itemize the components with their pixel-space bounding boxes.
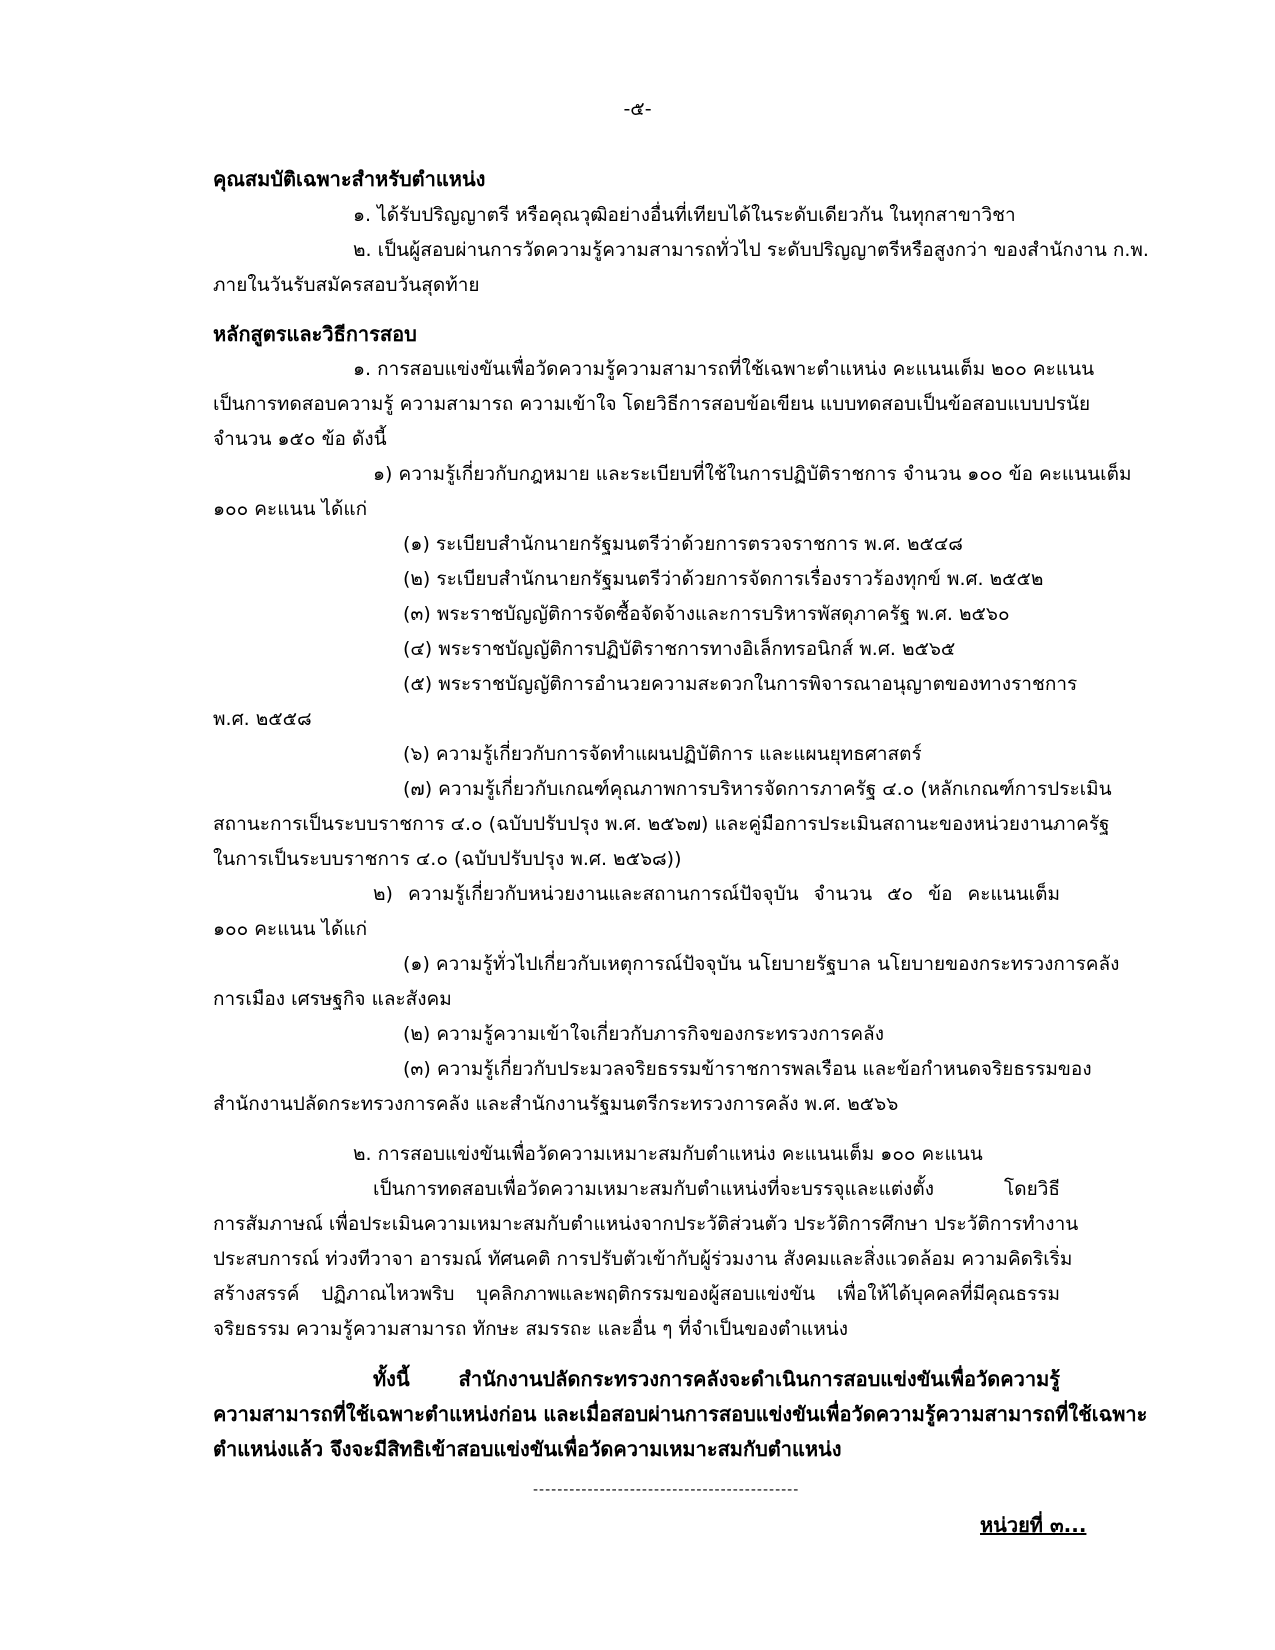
qualification-item-2-cont: ภายในวันรับสมัครสอบวันสุดท้าย <box>213 274 480 296</box>
note-line-1: ทั้งนี้ สำนักงานปลัดกระทรวงการคลังจะดำเนินการสอบแข่งขันเพื่อวัดความรู้ <box>373 1367 1060 1391</box>
exam-part-2-heading: ๒. การสอบแข่งขันเพื่อวัดความเหมาะสมกับตำแหน่ง คะแนนเต็ม ๑๐๐ คะแนน <box>353 1143 983 1165</box>
subject-1-line-1: ๑) ความรู้เกี่ยวกับกฎหมาย และระเบียบที่ใช้ในการปฏิบัติราชการ จำนวน ๑๐๐ ข้อ คะแนนเต็ม <box>373 463 1132 485</box>
separator-line: -------------------------------------------- <box>533 1482 800 1498</box>
subject-1-item: (๖) ความรู้เกี่ยวกับการจัดทำแผนปฏิบัติการ และแผนยุทธศาสตร์ <box>403 743 922 765</box>
exam-part-2-text: สร้างสรรค์ ปฏิภาณไหวพริบ บุคลิกภาพและพฤติกรรมของผู้สอบแข่งขัน เพื่อให้ได้บุคคลที่มีคุณธรรม <box>213 1283 1060 1305</box>
exam-part-1-line-2: เป็นการทดสอบความรู้ ความสามารถ ความเข้าใจ โดยวิธีการสอบข้อเขียน แบบทดสอบเป็นข้อสอบแบบปรนัย <box>213 393 1091 415</box>
note-line-3: ตำแหน่งแล้ว จึงจะมีสิทธิเข้าสอบแข่งขันเพื่อวัดความเหมาะสมกับตำแหน่ง <box>213 1437 842 1461</box>
subject-1-item: (๔) พระราชบัญญัติการปฏิบัติราชการทางอิเล็กทรอนิกส์ พ.ศ. ๒๕๖๕ <box>403 638 956 660</box>
subject-1-item: (๒) ระเบียบสำนักนายกรัฐมนตรีว่าด้วยการจัดการเรื่องราวร้องทุกข์ พ.ศ. ๒๕๕๒ <box>403 568 1044 590</box>
subject-1-item-cont: ในการเป็นระบบราชการ ๔.๐ (ฉบับปรับปรุง พ.ศ. ๒๕๖๘)) <box>213 848 682 870</box>
next-page-marker: หน่วยที่ ๓... <box>980 1513 1087 1537</box>
subject-2-item-cont: การเมือง เศรษฐกิจ และสังคม <box>213 988 452 1010</box>
subject-1-item: (๗) ความรู้เกี่ยวกับเกณฑ์คุณภาพการบริหารจัดการภาครัฐ ๔.๐ (หลักเกณฑ์การประเมิน <box>403 778 1112 800</box>
exam-part-2-text: เป็นการทดสอบเพื่อวัดความเหมาะสมกับตำแหน่งที่จะบรรจุและแต่งตั้ง โดยวิธี <box>373 1178 1060 1200</box>
exam-part-2-text: ประสบการณ์ ท่วงทีวาจา อารมณ์ ทัศนคติ การปรับตัวเข้ากับผู้ร่วมงาน สังคมและสิ่งแวดล้อม ความคิดริเริ่ม <box>213 1248 1073 1270</box>
exam-part-2-text: การสัมภาษณ์ เพื่อประเมินความเหมาะสมกับตำแหน่งจากประวัติส่วนตัว ประวัติการศึกษา ประวัติการทำงาน <box>213 1213 1079 1235</box>
subject-1-item: (๓) พระราชบัญญัติการจัดซื้อจัดจ้างและการบริหารพัสดุภาครัฐ พ.ศ. ๒๕๖๐ <box>403 603 1010 625</box>
subject-1-line-2: ๑๐๐ คะแนน ได้แก่ <box>213 498 368 520</box>
subject-2-line-1: ๒) ความรู้เกี่ยวกับหน่วยงานและสถานการณ์ปัจจุบัน จำนวน ๕๐ ข้อ คะแนนเต็ม <box>373 883 1060 905</box>
qualification-item-2: ๒. เป็นผู้สอบผ่านการวัดความรู้ความสามารถทั่วไป ระดับปริญญาตรีหรือสูงกว่า ของสำนักงาน ก.พ. <box>353 239 1149 261</box>
subject-1-item-cont: พ.ศ. ๒๕๕๘ <box>213 708 312 730</box>
exam-part-1-line-3: จำนวน ๑๕๐ ข้อ ดังนี้ <box>213 428 387 450</box>
exam-part-2-text: จริยธรรม ความรู้ความสามารถ ทักษะ สมรรถะ และอื่น ๆ ที่จำเป็นของตำแหน่ง <box>213 1318 849 1340</box>
section-heading-curriculum: หลักสูตรและวิธีการสอบ <box>213 322 417 346</box>
page-number: -๕- <box>623 98 652 120</box>
subject-2-item: (๒) ความรู้ความเข้าใจเกี่ยวกับภารกิจของกระทรวงการคลัง <box>403 1023 884 1045</box>
subject-2-item: (๓) ความรู้เกี่ยวกับประมวลจริยธรรมข้าราชการพลเรือน และข้อกำหนดจริยธรรมของ <box>403 1058 1092 1080</box>
subject-1-item: (๕) พระราชบัญญัติการอำนวยความสะดวกในการพิจารณาอนุญาตของทางราชการ <box>403 673 1078 695</box>
subject-1-item: (๑) ระเบียบสำนักนายกรัฐมนตรีว่าด้วยการตรวจราชการ พ.ศ. ๒๕๔๘ <box>403 533 963 555</box>
subject-2-line-2: ๑๐๐ คะแนน ได้แก่ <box>213 918 368 940</box>
subject-1-item-cont: สถานะการเป็นระบบราชการ ๔.๐ (ฉบับปรับปรุง พ.ศ. ๒๕๖๗) และคู่มือการประเมินสถานะของหน่วยงานภาครัฐ <box>213 813 1110 835</box>
section-heading-qualifications: คุณสมบัติเฉพาะสำหรับตำแหน่ง <box>213 167 486 191</box>
exam-part-1-line-1: ๑. การสอบแข่งขันเพื่อวัดความรู้ความสามารถที่ใช้เฉพาะตำแหน่ง คะแนนเต็ม ๒๐๐ คะแนน <box>353 358 1095 380</box>
note-line-2: ความสามารถที่ใช้เฉพาะตำแหน่งก่อน และเมื่อสอบผ่านการสอบแข่งขันเพื่อวัดความรู้ความสามารถที่ใช้เฉพาะ <box>213 1402 1148 1426</box>
subject-2-item-cont: สำนักงานปลัดกระทรวงการคลัง และสำนักงานรัฐมนตรีกระทรวงการคลัง พ.ศ. ๒๕๖๖ <box>213 1093 899 1115</box>
subject-2-item: (๑) ความรู้ทั่วไปเกี่ยวกับเหตุการณ์ปัจจุบัน นโยบายรัฐบาล นโยบายของกระทรวงการคลัง <box>403 953 1120 975</box>
qualification-item-1: ๑. ได้รับปริญญาตรี หรือคุณวุฒิอย่างอื่นที่เทียบได้ในระดับเดียวกัน ในทุกสาขาวิชา <box>353 204 1016 226</box>
